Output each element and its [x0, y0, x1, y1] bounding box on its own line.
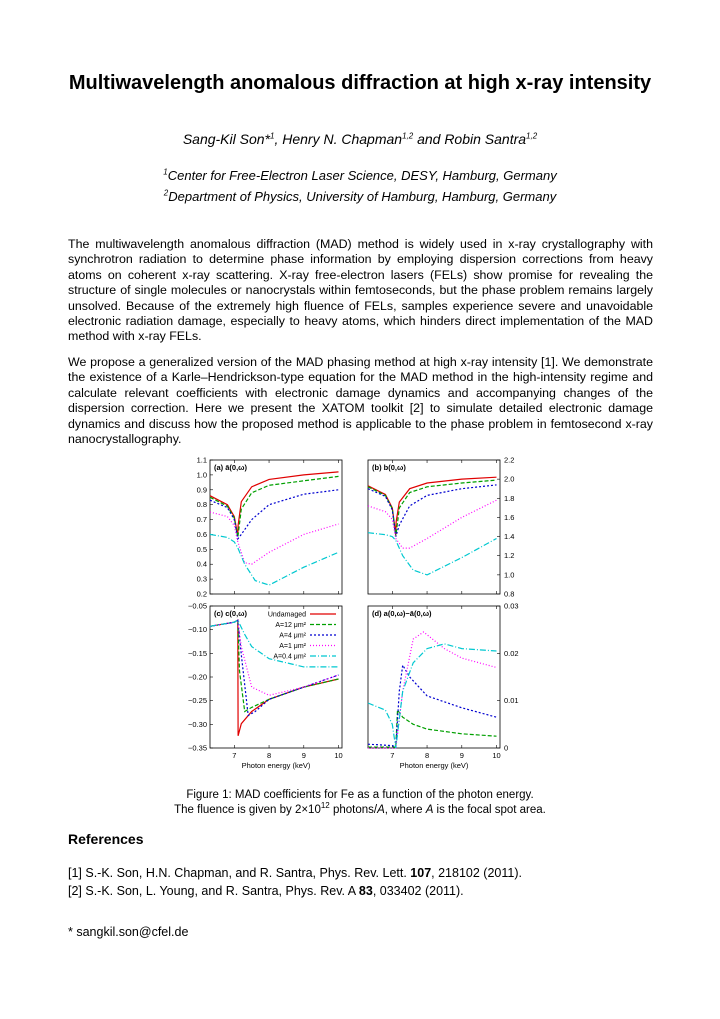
plot-frame [368, 460, 500, 594]
y-tick-label: 0.8 [504, 589, 515, 599]
legend-label: Undamaged [267, 611, 306, 619]
y-tick-label: −0.25 [188, 696, 207, 706]
y-tick-label: 0.7 [196, 515, 207, 525]
panel-d [368, 602, 519, 771]
y-tick-label: 2.2 [504, 455, 515, 465]
x-axis-label: Photon energy (keV) [241, 761, 311, 770]
x-tick-label: 8 [424, 751, 430, 760]
affiliation-2 [60, 189, 660, 204]
series-line [368, 710, 497, 747]
panel-b [368, 456, 514, 599]
caption-exponent: 12 [320, 801, 330, 811]
x-tick-label: 9 [301, 751, 306, 760]
reference-2-text: [2] S.-K. Son, L. Young, and R. Santra, Phys. Rev. A [68, 884, 359, 898]
y-tick-label: 0.2 [196, 589, 207, 599]
x-tick-label: 7 [390, 751, 395, 760]
y-tick-label: 0.9 [196, 485, 207, 495]
caption-line-1: Figure 1: MAD coefficients for Fe as a function of the photon energy. [186, 789, 534, 801]
y-tick-label: 0.02 [504, 648, 519, 658]
x-tick-label: 9 [459, 751, 464, 760]
y-tick-label: 0 [504, 743, 509, 753]
references-heading: References [68, 831, 144, 847]
x-tick-label: 10 [334, 751, 343, 760]
panel-title: (a) ā(0,ω) [214, 463, 248, 472]
series-line [210, 490, 339, 539]
reference-2 [68, 884, 464, 898]
caption-var-a-2: A [425, 804, 434, 816]
y-tick-label: 0.03 [504, 601, 519, 611]
panel-title: (d) a(0,ω)−ā(0,ω) [372, 609, 432, 618]
abstract-paragraph-1: The multiwavelength anomalous diffraction (MAD) method is widely used in x-ray crystallography with synchrotron radiation to determine phase information by employing dispersion corrections from heavy atoms on coherent x-ray scattering. X-ray free-electron lasers (FELs) show promise for revealing the structure of single molecules or nanocrystals within femtoseconds, but the phase problem remains largely unsolved. Because of the extremely high fluence of FELs, samples experience severe and unavoidable electronic radiation damage, especially to heavy atoms, which hinders direct implementation of the MAD method with x-ray FELs. [68, 237, 653, 344]
y-tick-label: −0.05 [188, 601, 207, 611]
reference-1 [68, 866, 522, 880]
reference-1-end: , 218102 (2011). [431, 866, 522, 880]
series-line [368, 500, 497, 548]
affiliation-1-mark: 1 [163, 167, 168, 177]
x-axis-label: Photon energy (keV) [399, 761, 469, 770]
x-tick-label: 8 [266, 751, 272, 760]
author-1: Sang-Kil Son* [182, 131, 270, 147]
author-list [60, 131, 660, 147]
caption-fluence: The fluence is given by 2×10 [174, 804, 321, 816]
series-line [368, 644, 497, 748]
reference-2-end: , 033402 (2011). [372, 884, 464, 898]
y-tick-label: 0.5 [196, 544, 207, 554]
legend-label: A=0.4 μm² [273, 653, 306, 661]
y-tick-label: 0.4 [196, 559, 207, 569]
series-line [368, 480, 497, 536]
y-tick-label: −0.15 [188, 648, 207, 658]
y-tick-label: 0.6 [196, 529, 207, 539]
caption-end: is the focal spot area. [433, 804, 546, 816]
author-2: , Henry N. Chapman [274, 131, 403, 147]
panel-title: (c) c(0,ω) [214, 609, 248, 618]
x-tick-label: 10 [492, 751, 501, 760]
series-line [368, 485, 497, 537]
y-tick-label: 2.0 [504, 474, 515, 484]
reference-1-volume: 107 [410, 866, 432, 880]
corresponding-email[interactable]: * sangkil.son@cfel.de [68, 925, 189, 939]
y-tick-label: 1.8 [504, 493, 515, 503]
caption-line-2 [60, 803, 660, 818]
figure-caption [60, 788, 660, 818]
y-tick-label: −0.30 [188, 719, 207, 729]
caption-units: photons/ [329, 804, 378, 816]
y-tick-label: 1.1 [196, 455, 207, 465]
affiliation-2-text: Department of Physics, University of Hamburg, Hamburg, Germany [168, 189, 557, 204]
y-tick-label: −0.35 [188, 743, 207, 753]
author-3: and Robin Santra [413, 131, 527, 147]
x-tick-label: 7 [232, 751, 237, 760]
y-tick-label: 1.6 [504, 512, 515, 522]
author-3-affil: 1,2 [526, 131, 538, 141]
series-line [210, 534, 339, 585]
series-line [368, 533, 497, 575]
plot-frame [368, 606, 500, 748]
caption-var-a: A [377, 804, 385, 816]
legend-label: A=4 μm² [279, 632, 306, 640]
author-1-affil: 1 [270, 131, 275, 141]
affiliation-2-mark: 2 [163, 188, 169, 198]
y-tick-label: −0.20 [188, 672, 207, 682]
legend-label: A=12 μm² [275, 622, 306, 629]
figure-1 [180, 450, 530, 775]
panel-title: (b) b(0,ω) [372, 463, 406, 472]
caption-where: , where [384, 804, 426, 816]
y-tick-label: 0.01 [504, 696, 519, 706]
reference-2-volume: 83 [358, 884, 373, 898]
y-tick-label: 1.0 [504, 570, 515, 580]
y-tick-label: 0.3 [196, 574, 207, 584]
affiliation-1 [60, 168, 660, 183]
reference-1-text: [1] S.-K. Son, H.N. Chapman, and R. Santra, Phys. Rev. Lett. [68, 866, 411, 880]
panel-a [197, 456, 342, 599]
y-tick-label: 1.2 [504, 551, 515, 561]
y-tick-label: 1.4 [504, 532, 515, 542]
y-tick-label: 1.0 [196, 470, 207, 480]
plot-frame [210, 460, 342, 594]
legend-label: A=1 μm² [279, 643, 306, 650]
author-2-affil: 1,2 [402, 131, 414, 141]
affiliation-1-text: Center for Free-Electron Laser Science, DESY, Hamburg, Germany [167, 168, 557, 183]
panel-c [188, 602, 343, 771]
series-line [210, 620, 339, 736]
series-line [210, 472, 339, 536]
paper-title: Multiwavelength anomalous diffraction at high x-ray intensity [68, 72, 652, 94]
abstract-paragraph-2: We propose a generalized version of the MAD phasing method at high x-ray intensity [1]. We demonstrate the existence of a Karle–Hendrickson-type equation for the MAD method in the high-intensity regime and calculate relevant coefficients with electronic damage dynamics and accompanying changes of the dispersion correction. Here we present the XATOM toolkit [2] to simulate detailed electronic damage dynamics and discuss how the proposed method is applicable to the phase problem in femtosecond x-ray nanocrystallography. [68, 355, 653, 447]
y-tick-label: −0.10 [188, 625, 207, 635]
y-tick-label: 0.8 [196, 500, 207, 510]
